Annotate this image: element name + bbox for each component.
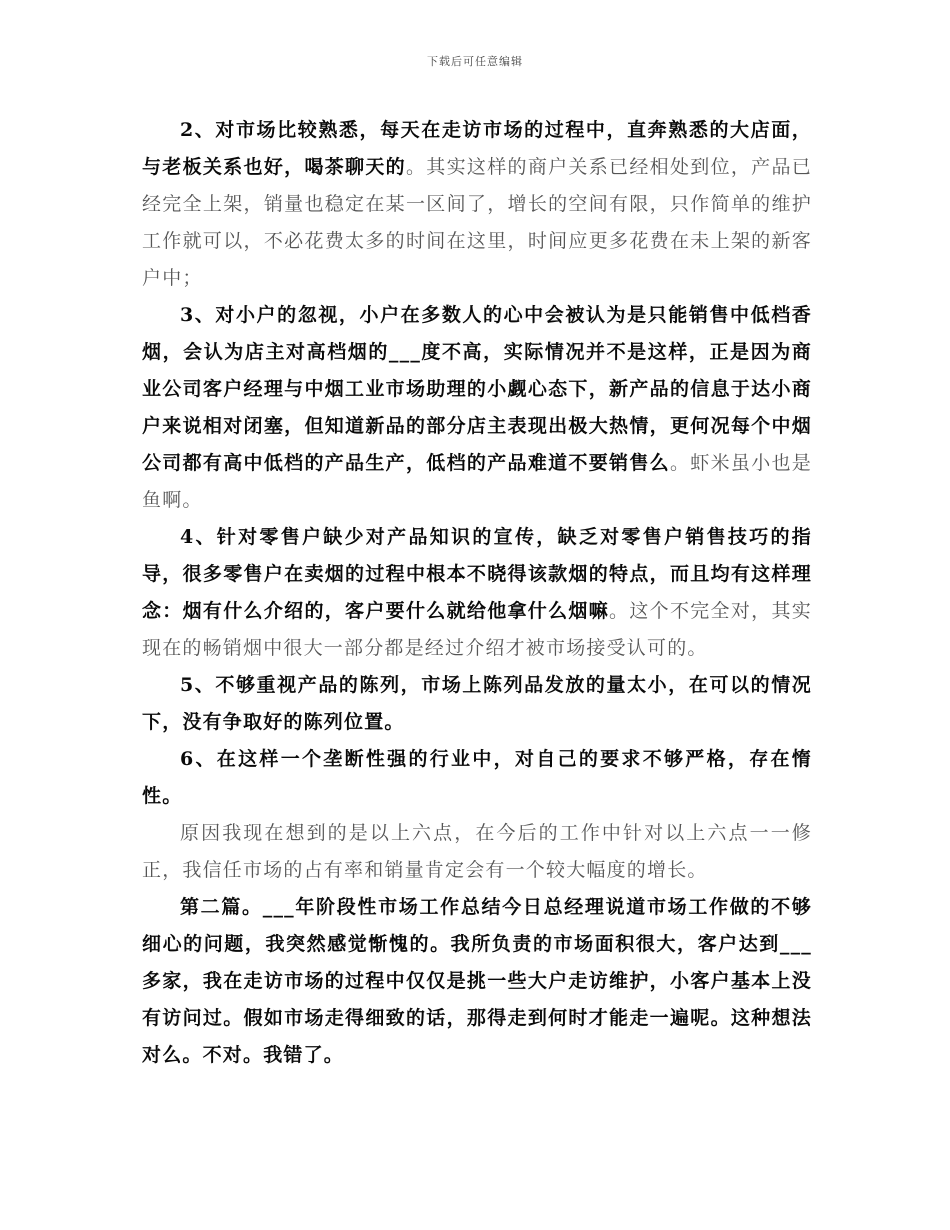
document-body — [142, 112, 812, 1074]
paragraph-second-article — [142, 889, 812, 1074]
paragraph-bold-text: 2、对市场比较熟悉，每天在走访市场的过程中，直奔熟悉的大店面，与老板关系也好，喝茶聊天的 — [142, 119, 812, 178]
paragraph-item-5 — [142, 667, 812, 741]
paragraph-bold-text: 4、针对零售户缺少对产品知识的宣传，缺乏对零售户销售技巧的指导，很多零售户在卖烟的过程中根本不晓得该款烟的特点，而且均有这样理念：烟有什么介绍的，客户要什么就给他拿什么烟嘛 — [142, 526, 812, 622]
paragraph-item-3 — [142, 297, 812, 519]
paragraph-normal-text: 。虾米虽小也是鱼啊。 — [142, 452, 813, 511]
paragraph-item-6 — [142, 741, 812, 815]
paragraph-bold-text: 3、对小户的忽视，小户在多数人的心中会被认为是只能销售中低档香烟，会认为店主对高档烟的___度不高，实际情况并不是这样，正是因为商业公司客户经理与中烟工业市场助理的小觑心态下，新产品的信息于达小商户来说相对闭塞，但知道新品的部分店主表现出极大热情，更何况每个中烟公司都有高中低档的产品生产，低档的产品难道不要销售么 — [142, 304, 812, 474]
paragraph-item-4 — [142, 519, 812, 667]
paragraph-bold-text: 5、不够重视产品的陈列，市场上陈列品发放的量太小，在可以的情况下，没有争取好的陈列位置。 — [142, 674, 812, 733]
paragraph-bold-text: 6、在这样一个垄断性强的行业中，对自己的要求不够严格，存在惰性。 — [142, 748, 812, 807]
paragraph-item-2 — [142, 112, 812, 297]
paragraph-summary — [142, 815, 812, 889]
paragraph-normal-text: 。这个不完全对，其实现在的畅销烟中很大一部分都是经过介绍才被市场接受认可的。 — [142, 600, 812, 659]
paragraph-normal-text: 。其实这样的商户关系已经相处到位，产品已经完全上架，销量也稳定在某一区间了，增长的空间有限，只作简单的维护工作就可以，不必花费太多的时间在这里，时间应更多花费在未上架的新客户中； — [142, 156, 812, 289]
paragraph-bold-text: 第二篇。___年阶段性市场工作总结今日总经理说道市场工作做的不够细心的问题，我突然感觉惭愧的。我所负责的市场面积很大，客户达到___多家，我在走访市场的过程中仅仅是挑一些大户走访维护，小客户基本上没有访问过。假如市场走得细致的话，那得走到何时才能走一遍呢。这种想法对么。不对。我错了。 — [142, 896, 812, 1066]
paragraph-normal-text: 原因我现在想到的是以上六点，在今后的工作中针对以上六点一一修正，我信任市场的占有率和销量肯定会有一个较大幅度的增长。 — [142, 822, 812, 881]
page-header: 下载后可任意编辑 — [427, 55, 523, 68]
